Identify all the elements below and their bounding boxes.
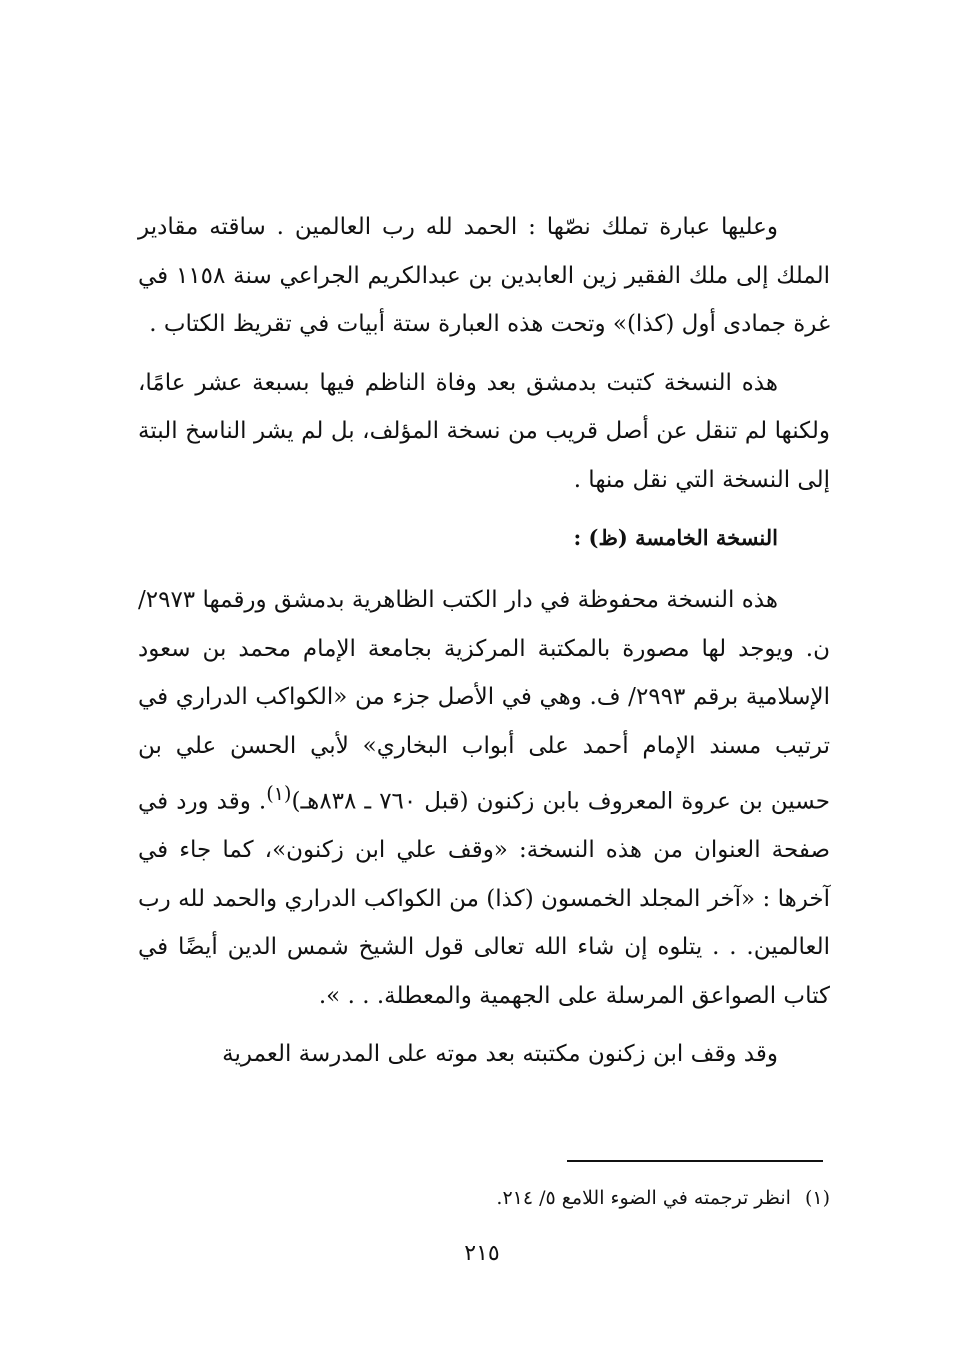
footnote-text: انظر ترجمته في الضوء اللامع ٥/ ٢١٤. [496, 1187, 791, 1209]
footnote-divider [567, 1160, 823, 1162]
body-text [138, 203, 830, 1089]
section-heading: النسخة الخامسة (ظ) : [573, 525, 778, 550]
paragraph-ownership-note: وعليها عبارة تملك نصّها : الحمد لله رب العالمين . ساقته مقادير الملك إلى ملك الفقير زين العابدين بن عبدالكريم الجراعي سنة ١١٥٨ في غرة جمادى أول (كذا)» وتحت هذه العبارة ستة أبيات في تقريظ الكتاب . [138, 214, 831, 337]
paragraph-endowment: وقد وقف ابن زكنون مكتبته بعد موته على المدرسة العمرية [222, 1041, 778, 1068]
footnote-marker: (١) [804, 1187, 830, 1209]
page-number: ٢١٥ [464, 1241, 500, 1266]
paragraph-fifth-copy [138, 576, 830, 1020]
footnote [138, 1178, 830, 1218]
paragraph-copy-description: هذه النسخة كتبت بدمشق بعد وفاة الناظم فيها بسبعة عشر عامًا، ولكنها لم تنقل عن أصل قريب من نسخة المؤلف، بل لم يشر الناسخ البتة إلى النسخة التي نقل منها . [138, 369, 830, 493]
paragraph-fifth-copy-part-1: هذه النسخة محفوظة في دار الكتب الظاهرية بدمشق ورقمها ٢٩٧٣/ ن. ويوجد لها مصورة بالمكتبة المركزية بجامعة الإمام محمد بن سعود الإسلامية برقم ٢٩٩٣/ ف. وهي في الأصل جزء من «الكواكب الدراري في ترتيب مسند الإمام أحمد على أبواب البخاري» لأبي الحسن علي بن حسين بن عروة المعروف بابن زكنون (قبل ٧٦٠ ـ ٨٣٨هـ) [138, 587, 831, 815]
paragraph-fifth-copy-part-2: . وقد ورد في صفحة العنوان من هذه النسخة: «وقف علي ابن زكنون»، كما جاء في آخرها : «آخر المجلد الخمسون (كذا) من الكواكب الدراري والحمد لله رب العالمين. . . يتلوه إن شاء الله تعالى قول الشيخ شمس الدين أيضًا في كتاب الصواعق المرسلة على الجهمية والمعطلة. . . ». [138, 788, 830, 1009]
footnote-reference: (١) [266, 782, 292, 805]
